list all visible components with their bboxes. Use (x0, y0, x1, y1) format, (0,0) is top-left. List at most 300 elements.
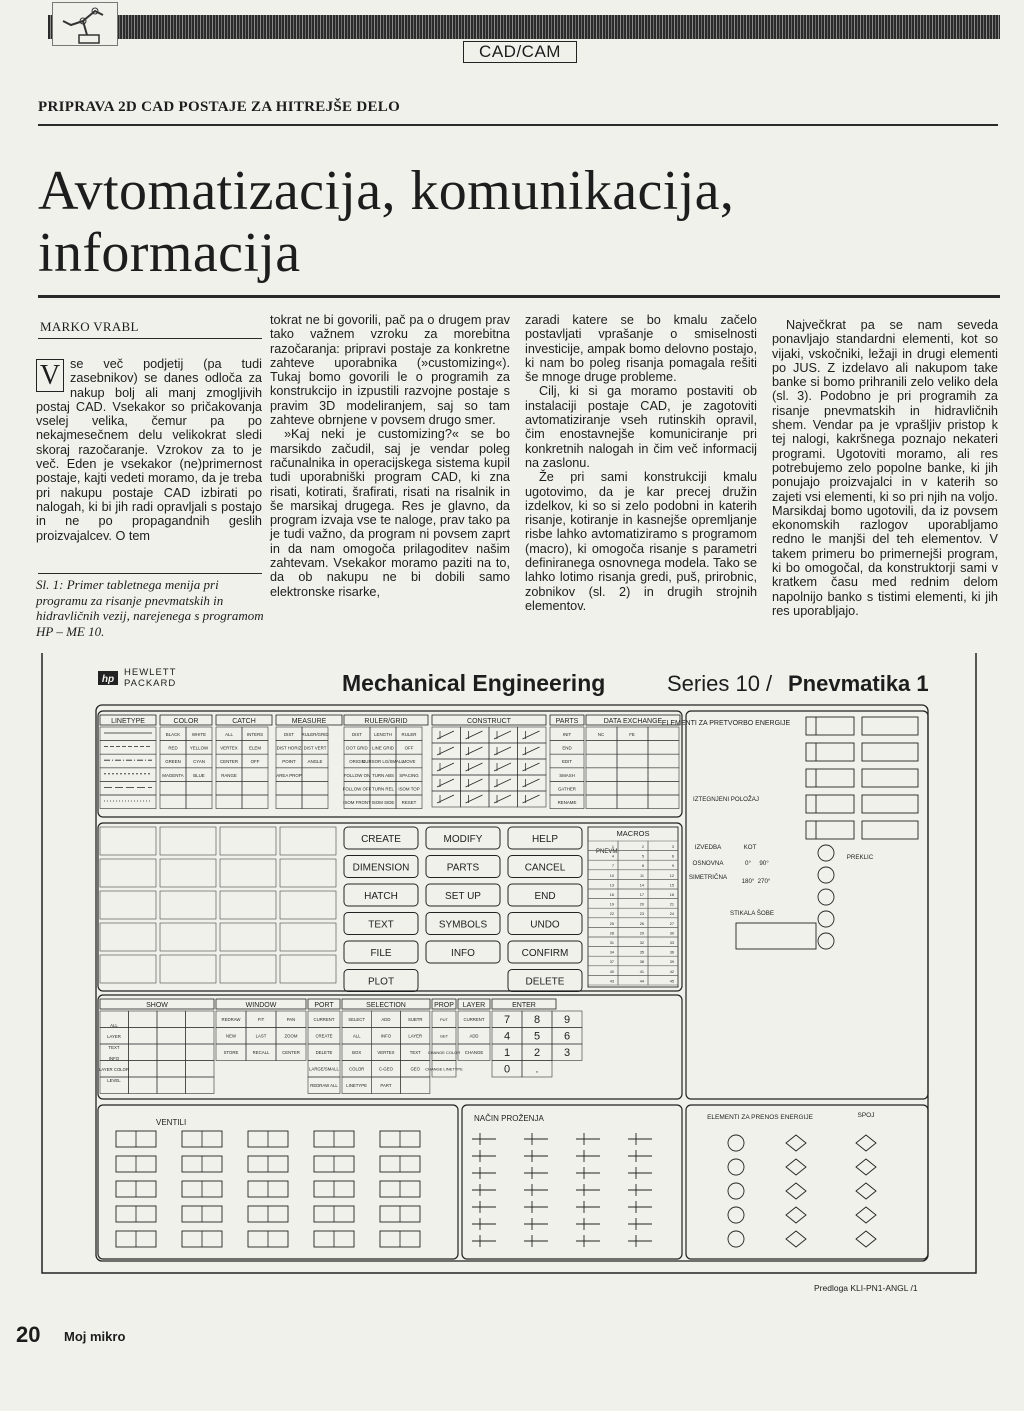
cell-label: ZOOM (284, 1033, 298, 1039)
right-label: SIMETRIČNA (688, 874, 728, 881)
cell-label: NEW (225, 1033, 237, 1039)
right-label: STIKALA ŠOBE (729, 910, 775, 917)
page-number: 20 (16, 1322, 41, 1347)
gauge-symbol-icon (728, 1159, 744, 1175)
actuation-symbol-icon (524, 1218, 548, 1230)
keypad-label: 7 (503, 1014, 511, 1026)
cell-label: MAGENTA (162, 772, 184, 778)
cell-label: ALL (225, 732, 233, 737)
macro-number: 22 (609, 912, 614, 917)
paragraph: zaradi katere se bo kmalu začelo postavljati vprašanje o smiselnosti investicije, ampak bomo delovno postajo, ki nam bo poleg risanja pomagala rešiti še mnoge druge probleme. (525, 313, 757, 385)
macro-number: 44 (639, 979, 644, 984)
cylinder-symbol-icon (806, 821, 854, 839)
top-header: LINETYPE (111, 718, 145, 725)
macro-number: 24 (669, 912, 674, 917)
data-exchange-cell (586, 741, 617, 755)
actuation-symbol-icon (472, 1133, 496, 1145)
cell-label: RANGE (221, 772, 237, 778)
linetype-cell (100, 741, 156, 755)
cell-label: LINETYPE (346, 1083, 368, 1088)
grid-cell (186, 1077, 215, 1094)
actuation-symbol-icon (524, 1184, 548, 1196)
actuation-symbol-icon (628, 1150, 652, 1162)
actuation-symbol-icon (628, 1167, 652, 1179)
macro-number: 21 (669, 902, 674, 907)
article-kicker: PRIPRAVA 2D CAD POSTAJE ZA HITREJŠE DELO (38, 99, 401, 115)
cell-label: STORE (223, 1050, 239, 1055)
user-slot (220, 859, 276, 887)
cell-label: LINE GRID (372, 745, 394, 751)
cell-label: DELETE (315, 1050, 333, 1055)
construct-symbol-icon (466, 795, 483, 803)
cell-label: RULER/GRID (301, 732, 329, 737)
macro-number: 9 (671, 864, 674, 869)
cell-label: INTERS (246, 732, 264, 737)
lubricator-symbol-icon (856, 1135, 876, 1151)
user-slot (280, 891, 336, 919)
keypad-label: 3 (563, 1047, 571, 1059)
grid-cell (302, 781, 328, 795)
grid-cell (129, 1028, 158, 1045)
macro-number: 34 (609, 950, 614, 955)
cell-label: LAYER (107, 1034, 121, 1039)
user-slot (220, 955, 276, 983)
actuation-symbol-icon (524, 1133, 548, 1145)
cell-label: CURSOR LG/SMALL (362, 759, 404, 765)
cell-label: CENTER (282, 1050, 300, 1055)
cell-label: SPACING (399, 772, 419, 778)
grid-cell (157, 1011, 186, 1028)
grid-cell (216, 795, 242, 809)
energy-block (686, 1105, 928, 1259)
linetype-cell (100, 795, 156, 809)
macro-number: 29 (639, 931, 644, 936)
grid-cell (186, 795, 212, 809)
macros-label: MACROS (616, 829, 650, 838)
macro-number: 23 (639, 912, 644, 917)
actuation-symbol-icon (524, 1201, 548, 1213)
cell-label: VERTEX (377, 1050, 395, 1055)
caption-rule (38, 573, 262, 574)
pnevm-label: PNEVM. (596, 849, 620, 855)
button-label: DELETE (525, 976, 565, 988)
grid-cell (129, 1061, 158, 1078)
button-label: PLOT (367, 976, 395, 988)
grid-cell (157, 1028, 186, 1045)
actuation-symbol-icon (628, 1218, 652, 1230)
kicker-rule (38, 124, 998, 126)
cell-label: PUT (440, 1017, 448, 1022)
column-1-text: se več podjetij (pa tudi zasebnikov) se danes odloča za nakup bolj ali manj zmogljivih postaj CAD. Vsekakor so pričakovanja vselej velika, čemur pa po nekajmesečnem delu velikokrat sledi skoraj razočaranje. Vzrokov za to je več. Eden je vsekakor (ne)primernost postaje, kajti vedeti moramo, da je treba pri nakupu postaje CAD izbirati po nalogah, ki bi jih radi opravljali s postajo in ne po propagandnih geslih proizvajalcev. O tem (36, 357, 262, 543)
brand-line-2: PACKARD (124, 678, 177, 689)
cell-label: BLUE (193, 772, 205, 778)
cell-label: RECALL (252, 1050, 270, 1055)
macro-number: 8 (641, 864, 644, 869)
macro-number: 38 (639, 960, 644, 965)
top-headers (100, 715, 680, 725)
lubricator-symbol-icon (856, 1207, 876, 1223)
construct-symbol-icon (494, 779, 511, 787)
cell-label: OFF (250, 759, 260, 765)
nacin-label: NAČIN PROŽENJA (474, 1114, 544, 1123)
user-slot (160, 923, 216, 951)
brand-line-1: HEWLETT (124, 667, 177, 678)
motor-symbol-icon (818, 911, 834, 927)
cell-label: ISOM TOP (398, 786, 420, 792)
author-rule (38, 338, 262, 339)
cell-label: OFF (404, 745, 414, 751)
construct-symbol-icon (494, 795, 511, 803)
macro-number: 3 (671, 845, 674, 849)
cell-label: DIST VERT (303, 745, 327, 751)
filter-symbol-icon (786, 1135, 806, 1151)
cell-label: FIT (257, 1017, 265, 1022)
user-slot (100, 923, 156, 951)
grid-cell (302, 768, 328, 782)
macro-number: 41 (639, 969, 644, 974)
cell-label: WHITE (191, 732, 207, 737)
cell-label: TURN ABS (372, 772, 394, 778)
section-label: CAD/CAM (463, 41, 577, 63)
button-label: MODIFY (443, 834, 483, 845)
data-exchange-cell (586, 795, 617, 809)
top-header: DATA EXCHANGE (603, 718, 663, 725)
macro-number: 45 (669, 979, 674, 984)
construct-symbol-icon (437, 779, 454, 787)
construct-symbol-icon (437, 795, 454, 803)
bottom-headers (100, 999, 556, 1009)
actuator-symbol-icon (862, 821, 918, 839)
user-slot (160, 891, 216, 919)
grid-cell (186, 1028, 215, 1045)
grid-cell (160, 781, 186, 795)
cell-label: RULER (401, 732, 417, 737)
keypad (492, 1011, 582, 1077)
macro-number: 17 (639, 893, 644, 897)
construct-symbol-icon (494, 731, 511, 739)
bottom-header: SELECTION (366, 1002, 406, 1009)
lubricator-symbol-icon (856, 1183, 876, 1199)
data-exchange-cell (648, 781, 679, 795)
cell-label: BOX (352, 1050, 362, 1055)
macro-number: 4 (611, 854, 614, 859)
data-exchange-cell (586, 781, 617, 795)
main-buttons (100, 827, 582, 992)
actuation-symbol-icon (472, 1167, 496, 1179)
right-labels (662, 720, 875, 1121)
cell-label: SELECT (348, 1017, 366, 1022)
gauge-symbol-icon (728, 1183, 744, 1199)
macro-number: 28 (609, 931, 614, 936)
cell-label: TEXT (108, 1045, 120, 1050)
cell-label: DIST (351, 732, 363, 737)
construct-symbol-icon (523, 747, 540, 755)
actuation-symbol-icon (472, 1218, 496, 1230)
cylinder-symbol-icon (806, 769, 854, 787)
gauge-symbol-icon (728, 1231, 744, 1247)
article-title (38, 160, 998, 284)
macro-number: 18 (669, 893, 674, 897)
cell-label: ALL (110, 1023, 118, 1028)
cell-label: ANGLE (307, 759, 323, 765)
cell-label: BLACK (165, 732, 181, 737)
tablet-drawing (36, 653, 994, 1299)
top-header: CONSTRUCT (467, 718, 511, 725)
ventili-block (98, 1105, 458, 1259)
cell-label: RENAME (557, 800, 577, 805)
button-label: UNDO (530, 919, 560, 931)
cell-label: DIST HORIZ (276, 745, 302, 751)
grid-cell (276, 781, 302, 795)
cell-label: ISOM FRONT (343, 800, 371, 805)
macro-number: 32 (639, 941, 644, 945)
data-exchange-cell (648, 741, 679, 755)
top-header: MEASURE (291, 718, 327, 725)
actuation-symbol-icon (628, 1235, 652, 1247)
cell-label: GEO (410, 1066, 421, 1072)
macro-number: 39 (669, 960, 674, 965)
keypad-label: 4 (503, 1030, 511, 1043)
cell-label: RED (168, 745, 178, 751)
cell-label: COLOR (349, 1066, 365, 1072)
linetype-cell (100, 781, 156, 795)
cell-label: CYAN (193, 759, 205, 765)
user-slot (100, 827, 156, 855)
cell-label: GATHER (558, 786, 576, 792)
drop-cap: V (36, 359, 64, 392)
template-note: Predloga KLI-PN1-ANGL /1 (814, 1283, 918, 1293)
user-slot (100, 891, 156, 919)
bottom-header: PORT (314, 1002, 334, 1009)
macro-number: 13 (609, 883, 614, 888)
construct-symbol-icon (523, 731, 540, 739)
right-label: KOT (743, 844, 757, 851)
construct-symbol-icon (437, 731, 454, 739)
cell-label: MOVE (402, 759, 416, 765)
motor-symbol-icon (818, 845, 834, 861)
tablet-title-series: Series 10 / (667, 671, 773, 696)
paragraph: Že pri sami konstrukciji kmalu ugotovimo, da je kar precej družin izdelkov, ki so si zelo podobni in katerih risanje, kotiranje in kasnejše opremljanje risbe lahko avtomatiziramo s programom (macro), ki omogoča risanje s parametri definiranega osnovnega modela. Tako se lahko lotimo risanja gredi, puš, prirobnic, zobnikov (sl. 2) in drugih strojnih elementov. (525, 470, 757, 613)
article-column-4 (772, 318, 998, 618)
cell-label: CHANGE (464, 1050, 484, 1055)
data-exchange-cell (617, 768, 648, 782)
cell-label: AREA PROP (276, 772, 302, 778)
macro-number: 30 (669, 931, 674, 936)
actuation-symbol-icon (472, 1184, 496, 1196)
keypad-label: 0 (503, 1063, 511, 1076)
grid-cell (157, 1061, 186, 1078)
paragraph: Največkrat pa se nam seveda ponavljajo standardni elementi, kot so vijaki, vskočniki, ležaji in drugi elementi po JUS. Z izdelavo ali nakupom take banke si bomo prihranili zelo veliko dela (sl. 3). Podobno je pri programih za risanje pnevmatskih in hidravličnih shem. Vendar pa je vprašljiv pristop k tej nalogi, kakršnega poznajo nekateri programi. Ugotoviti moramo, ali res potrebujemo zelo popolne banke, ki jih ponujajo proizvajalci in v katerih so zajeti vsi elementi, ki so pri njih na voljo. Marsikdaj bomo ugotovili, da iz povsem ekonomskih razlogov uporabljamo redno le manjši del teh elementov. V takem primeru bo primernejši program, ki bo omogočal, da konstruktorji sami v kratkem času med rednim delom napolnijo banko s tistimi elementi, ki jih res uporabljajo. (772, 318, 998, 618)
grid-cell (157, 1077, 186, 1094)
cell-label: CURRENT (313, 1017, 335, 1022)
macro-number: 11 (640, 873, 644, 878)
actuation-symbol-icon (524, 1235, 548, 1247)
actuation-symbol-icon (576, 1218, 600, 1230)
macro-number: 20 (639, 902, 644, 907)
actuator-symbol-icon (862, 769, 918, 787)
construct-symbol-icon (466, 747, 483, 755)
motor-symbol-icon (818, 933, 834, 949)
grid-cell (186, 1044, 215, 1061)
actuation-symbol-icon (472, 1150, 496, 1162)
title-line-2: informacija (38, 222, 301, 284)
actuation-symbol-icon (524, 1167, 548, 1179)
macro-number: 35 (639, 950, 644, 955)
macro-number: 33 (669, 941, 674, 945)
cell-label: LEVEL (107, 1078, 121, 1083)
actuation-symbol-icon (576, 1167, 600, 1179)
construct-symbol-icon (494, 763, 511, 771)
cell-label: LAST (255, 1033, 267, 1039)
user-slot (220, 923, 276, 951)
tablet-title-module: Pnevmatika 1 (788, 671, 929, 696)
user-slot (100, 955, 156, 983)
cell-label: CURRENT (463, 1017, 485, 1022)
robot-arm-logo (52, 2, 118, 46)
button-label: SET UP (445, 891, 481, 902)
grid-cell (242, 795, 268, 809)
button-label: HATCH (364, 891, 398, 902)
cell-label: FE (629, 732, 635, 737)
data-exchange-cell (586, 754, 617, 768)
user-slot (280, 955, 336, 983)
macro-number: 14 (639, 883, 644, 888)
title-line-1: Avtomatizacija, komunikacija, (38, 160, 735, 222)
construct-symbol-icon (466, 763, 483, 771)
cell-label: TEXT (409, 1050, 421, 1055)
top-header: PARTS (555, 718, 579, 725)
cell-label: ORIGIN (349, 759, 365, 765)
lubricator-symbol-icon (856, 1159, 876, 1175)
grid-cell (157, 1044, 186, 1061)
actuation-symbol-icon (576, 1184, 600, 1196)
figure-caption: Sl. 1: Primer tabletnega menija pri programu za risanje pnevmatskih in hidravličnih vezij, narejenega s programom HP – ME 10. (36, 577, 264, 639)
actuator-symbol-icon (862, 743, 918, 761)
macro-number: 37 (609, 960, 614, 965)
cell-label: SUBTR (407, 1017, 423, 1022)
actuation-symbol-icon (576, 1133, 600, 1145)
filter-symbol-icon (786, 1231, 806, 1247)
construct-symbol-icon (466, 731, 483, 739)
cylinder-symbol-icon (806, 743, 854, 761)
paragraph: »Kaj neki je customizing?« se bo marsikdo začudil, saj je vendar poleg računalnika in operacijskega sistema kupil tudi uporabniški program CAD, ki zna risati, kotirati, šrafirati, risati na risalnik in še marsikaj drugega. Res je glavno, da program izvaja vse te naloge, prav tako pa je tudi važno, da program ni povsem zaprt in da nam omogoča prilagoditev našim zahtevam. Vsekakor moramo paziti na to, da ob nakupu ne bi dobili samo elektronske risarke, (270, 427, 510, 599)
cell-label: REDRAW (221, 1017, 241, 1022)
actuation-symbol-icon (628, 1184, 652, 1196)
cell-label: EDIT (561, 759, 573, 765)
cell-label: RESET (401, 800, 417, 805)
data-exchange-cell (617, 795, 648, 809)
cell-label: TURN REL (372, 786, 394, 792)
macro-number: 36 (669, 950, 674, 955)
cell-label: INIT (562, 732, 572, 737)
bottom-header: SHOW (146, 1002, 168, 1009)
keypad-label: 8 (533, 1014, 541, 1026)
cell-label: LARGE/SMALL (309, 1066, 339, 1072)
bottom-symbols (116, 1131, 876, 1247)
cell-label: PAN (286, 1017, 296, 1022)
button-label: HELP (531, 834, 559, 845)
cell-label: SMASH (559, 772, 575, 778)
macro-number: 25 (609, 921, 614, 926)
macro-number: 40 (609, 969, 614, 974)
right-label: 0° (745, 860, 751, 867)
keypad-label: 5 (533, 1030, 541, 1043)
right-label: 270° (757, 878, 771, 885)
macro-number: 16 (609, 893, 614, 897)
top-header: RULER/GRID (364, 718, 408, 725)
data-exchange-cell (648, 727, 679, 741)
actuation-symbol-icon (472, 1235, 496, 1247)
button-label: END (534, 891, 556, 902)
button-label: CANCEL (524, 862, 566, 874)
keypad-label: 9 (563, 1014, 571, 1026)
grid-cell (129, 1077, 158, 1094)
top-grid (100, 727, 679, 809)
grid-cell (401, 1077, 430, 1094)
right-label: PREKLIC (846, 854, 874, 861)
construct-symbol-icon (466, 779, 483, 787)
data-exchange-cell (617, 754, 648, 768)
cell-label: LENGTH (374, 732, 392, 737)
right-label: ELEMENTI ZA PRETVORBO ENERGIJE (661, 720, 791, 727)
construct-symbol-icon (523, 795, 540, 803)
cell-label: INFO (380, 1033, 392, 1039)
actuation-symbol-icon (472, 1201, 496, 1213)
keypad-label: 6 (563, 1030, 571, 1043)
button-label: CONFIRM (521, 948, 569, 959)
cell-label: END (562, 745, 572, 751)
user-slot (160, 827, 216, 855)
bottom-header: LAYER (462, 1002, 486, 1009)
cell-label: CENTER (219, 759, 239, 765)
cell-label: FOLLOW OFF (342, 786, 372, 792)
tablet-frame (42, 653, 976, 1273)
motor-symbol-icon (818, 867, 834, 883)
nacin-block (462, 1105, 682, 1259)
macro-number: 26 (639, 921, 644, 926)
cell-label: C-GEO (378, 1066, 393, 1072)
user-slot (220, 827, 276, 855)
filter-symbol-icon (786, 1159, 806, 1175)
cell-label: DOT GRID (346, 745, 368, 751)
svg-text:hp: hp (101, 674, 115, 685)
macro-number: 42 (669, 969, 674, 974)
macros-grid (588, 827, 678, 987)
right-label: 90° (759, 860, 769, 867)
cell-label: GET (439, 1033, 449, 1039)
actuation-symbol-icon (628, 1133, 652, 1145)
grid-cell (186, 1061, 215, 1078)
keypad-label: 1 (503, 1047, 511, 1059)
cell-label: DIST (283, 732, 295, 737)
right-label: IZVEDBA (694, 844, 722, 851)
macro-number: 12 (669, 873, 674, 878)
title-rule (38, 295, 1000, 298)
data-exchange-cell (617, 741, 648, 755)
grid-cell (129, 1011, 158, 1028)
cell-label: CHANGE LINETYPE (425, 1066, 463, 1072)
grid-cell (276, 795, 302, 809)
user-slot (280, 923, 336, 951)
bottom-header: WINDOW (245, 1002, 277, 1009)
cell-label: CHANGE COLOR (427, 1050, 461, 1055)
cell-label: NC (597, 732, 605, 737)
motor-symbol-icon (818, 889, 834, 905)
linetype-cell (100, 768, 156, 782)
macro-number: 19 (609, 902, 614, 907)
macro-number: 6 (671, 854, 674, 859)
actuation-symbol-icon (628, 1201, 652, 1213)
